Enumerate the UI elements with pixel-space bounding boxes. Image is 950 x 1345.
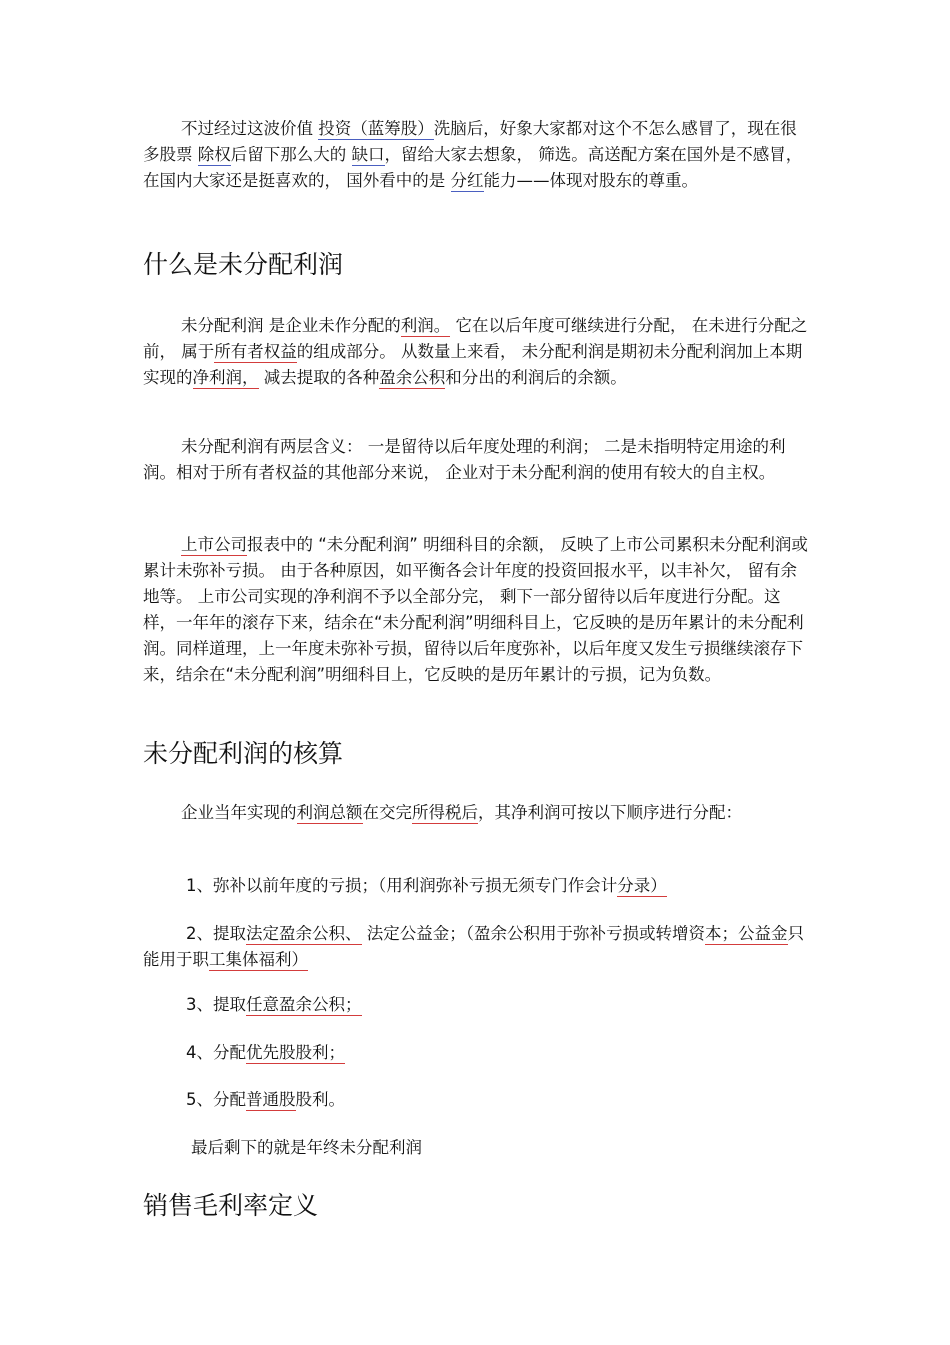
text-run: 减去提取的各种 xyxy=(258,368,380,387)
text-run: 法定公益金；（盈余公积用于弥补亏损或转增资 xyxy=(361,924,705,943)
section-heading-gross-margin: 销售毛利率定义 xyxy=(143,1191,319,1220)
link-journal-entry[interactable]: 分录） xyxy=(617,876,667,895)
link-dividend[interactable]: 分红 xyxy=(450,171,484,190)
list-item-1 xyxy=(186,873,806,899)
meaning-paragraph: 未分配利润有两层含义： 一是留待以后年度处理的利润； 二是未指明特定用途的利润。相对于所有者权益的其他部分来说， 企业对于未分配利润的使用有较大的自主权。 xyxy=(143,437,786,482)
section-heading-undistributed-profit: 什么是未分配利润 xyxy=(143,250,344,279)
link-capital[interactable]: 本； xyxy=(705,924,738,943)
text-run: 企业当年实现的 xyxy=(181,803,297,822)
link-ex-rights[interactable]: 除权 xyxy=(197,145,231,164)
intro-paragraph xyxy=(143,116,811,194)
text-run: ，留给大家去想象， 筛选。高送配方案在国外是不感冒， 在国内大家还是挺喜欢的， 国外看中的是 xyxy=(143,145,803,190)
link-net-profit[interactable]: 净利润， xyxy=(192,368,259,387)
link-income-tax[interactable]: 所得税后 xyxy=(412,803,478,822)
text-run: 后留下那么大的 xyxy=(230,145,352,164)
link-profit[interactable]: 利润。 xyxy=(400,316,451,335)
link-gap[interactable]: 缺口 xyxy=(351,145,385,164)
text-run: 股利。 xyxy=(295,1090,345,1109)
link-listed-company[interactable]: 上市公司 xyxy=(181,535,247,554)
text-run: 未分配利润 是企业未作分配的 xyxy=(181,316,401,335)
link-investment[interactable]: 投资（蓝筹股） xyxy=(318,119,434,138)
link-total-profit[interactable]: 利润总额 xyxy=(296,803,363,822)
link-welfare-fund[interactable]: 公益金 xyxy=(738,924,788,943)
text-run: 1、弥补以前年度的亏损；（用利润弥补亏损无须专门作会计 xyxy=(186,876,618,895)
text-run: 只能用于职 xyxy=(143,924,804,969)
text-run: 洗脑后，好象大家都对这个不怎么感冒了，现在很多股票 xyxy=(143,119,797,164)
link-preferred-dividend[interactable]: 优先股股利； xyxy=(246,1043,345,1062)
text-run: ，其净利润可按以下顺序进行分配： xyxy=(478,803,742,822)
text-run: 2、提取 xyxy=(186,924,246,943)
text-run: 报表中的 “未分配利润” 明细科目的余额， 反映了上市公司累积未分配利润或累计未弥补亏损。 由于各种原因，如平衡各会计年度的投资回报水平，以丰补欠， 留有余地等。 上市公司实现的净利润不予以全部分完， 剩下一部分留待以后年度进行分配。这样，一年年的滚存下来，结余在“未分配利润”明细科目上，它反映的是历年累计的未分配利润。同样道理，上一年度未弥补亏损，留待以后年度弥补，以后年度又发生亏损继续滚存下来，结余在“未分配利润”明细科目上，它反映的是历年累计的亏损，记为负数。 xyxy=(143,535,808,684)
link-collective-welfare[interactable]: 工集体福利） xyxy=(209,950,308,969)
link-statutory-surplus[interactable]: 法定盈余公积、 xyxy=(246,924,362,943)
text-run: 3、提取 xyxy=(186,995,246,1014)
text-run: 不过经过这波价值 xyxy=(181,119,319,138)
list-item-2 xyxy=(143,921,811,973)
list-item-4 xyxy=(186,1040,806,1066)
text-run: 它在以后年度可继续进行分配， 在未进行分配之前， 属于 xyxy=(143,316,808,361)
text-run: 能力——体现对股东的尊重。 xyxy=(483,171,698,190)
text-run: 4、分配 xyxy=(186,1043,246,1062)
list-item-5 xyxy=(186,1087,806,1113)
accounting-intro-paragraph xyxy=(143,800,811,826)
link-common-stock[interactable]: 普通股 xyxy=(246,1090,296,1109)
text-run: 在交完 xyxy=(362,803,412,822)
text-run: 和分出的利润后的余额。 xyxy=(445,368,627,387)
section-heading-accounting: 未分配利润的核算 xyxy=(143,739,344,768)
definition-paragraph xyxy=(143,313,811,391)
link-owners-equity[interactable]: 所有者权益 xyxy=(214,342,297,361)
text-run: 的组成部分。 从数量上来看， 未分配利润是期初未分配利润加上本期实现的 xyxy=(143,342,803,387)
list-item-3 xyxy=(186,992,806,1018)
closing-line: 最后剩下的就是年终未分配利润 xyxy=(191,1138,422,1157)
link-discretionary-surplus[interactable]: 任意盈余公积； xyxy=(246,995,362,1014)
listed-company-paragraph xyxy=(143,532,811,688)
text-run: 5、分配 xyxy=(186,1090,246,1109)
link-surplus-reserve[interactable]: 盈余公积 xyxy=(379,368,446,387)
